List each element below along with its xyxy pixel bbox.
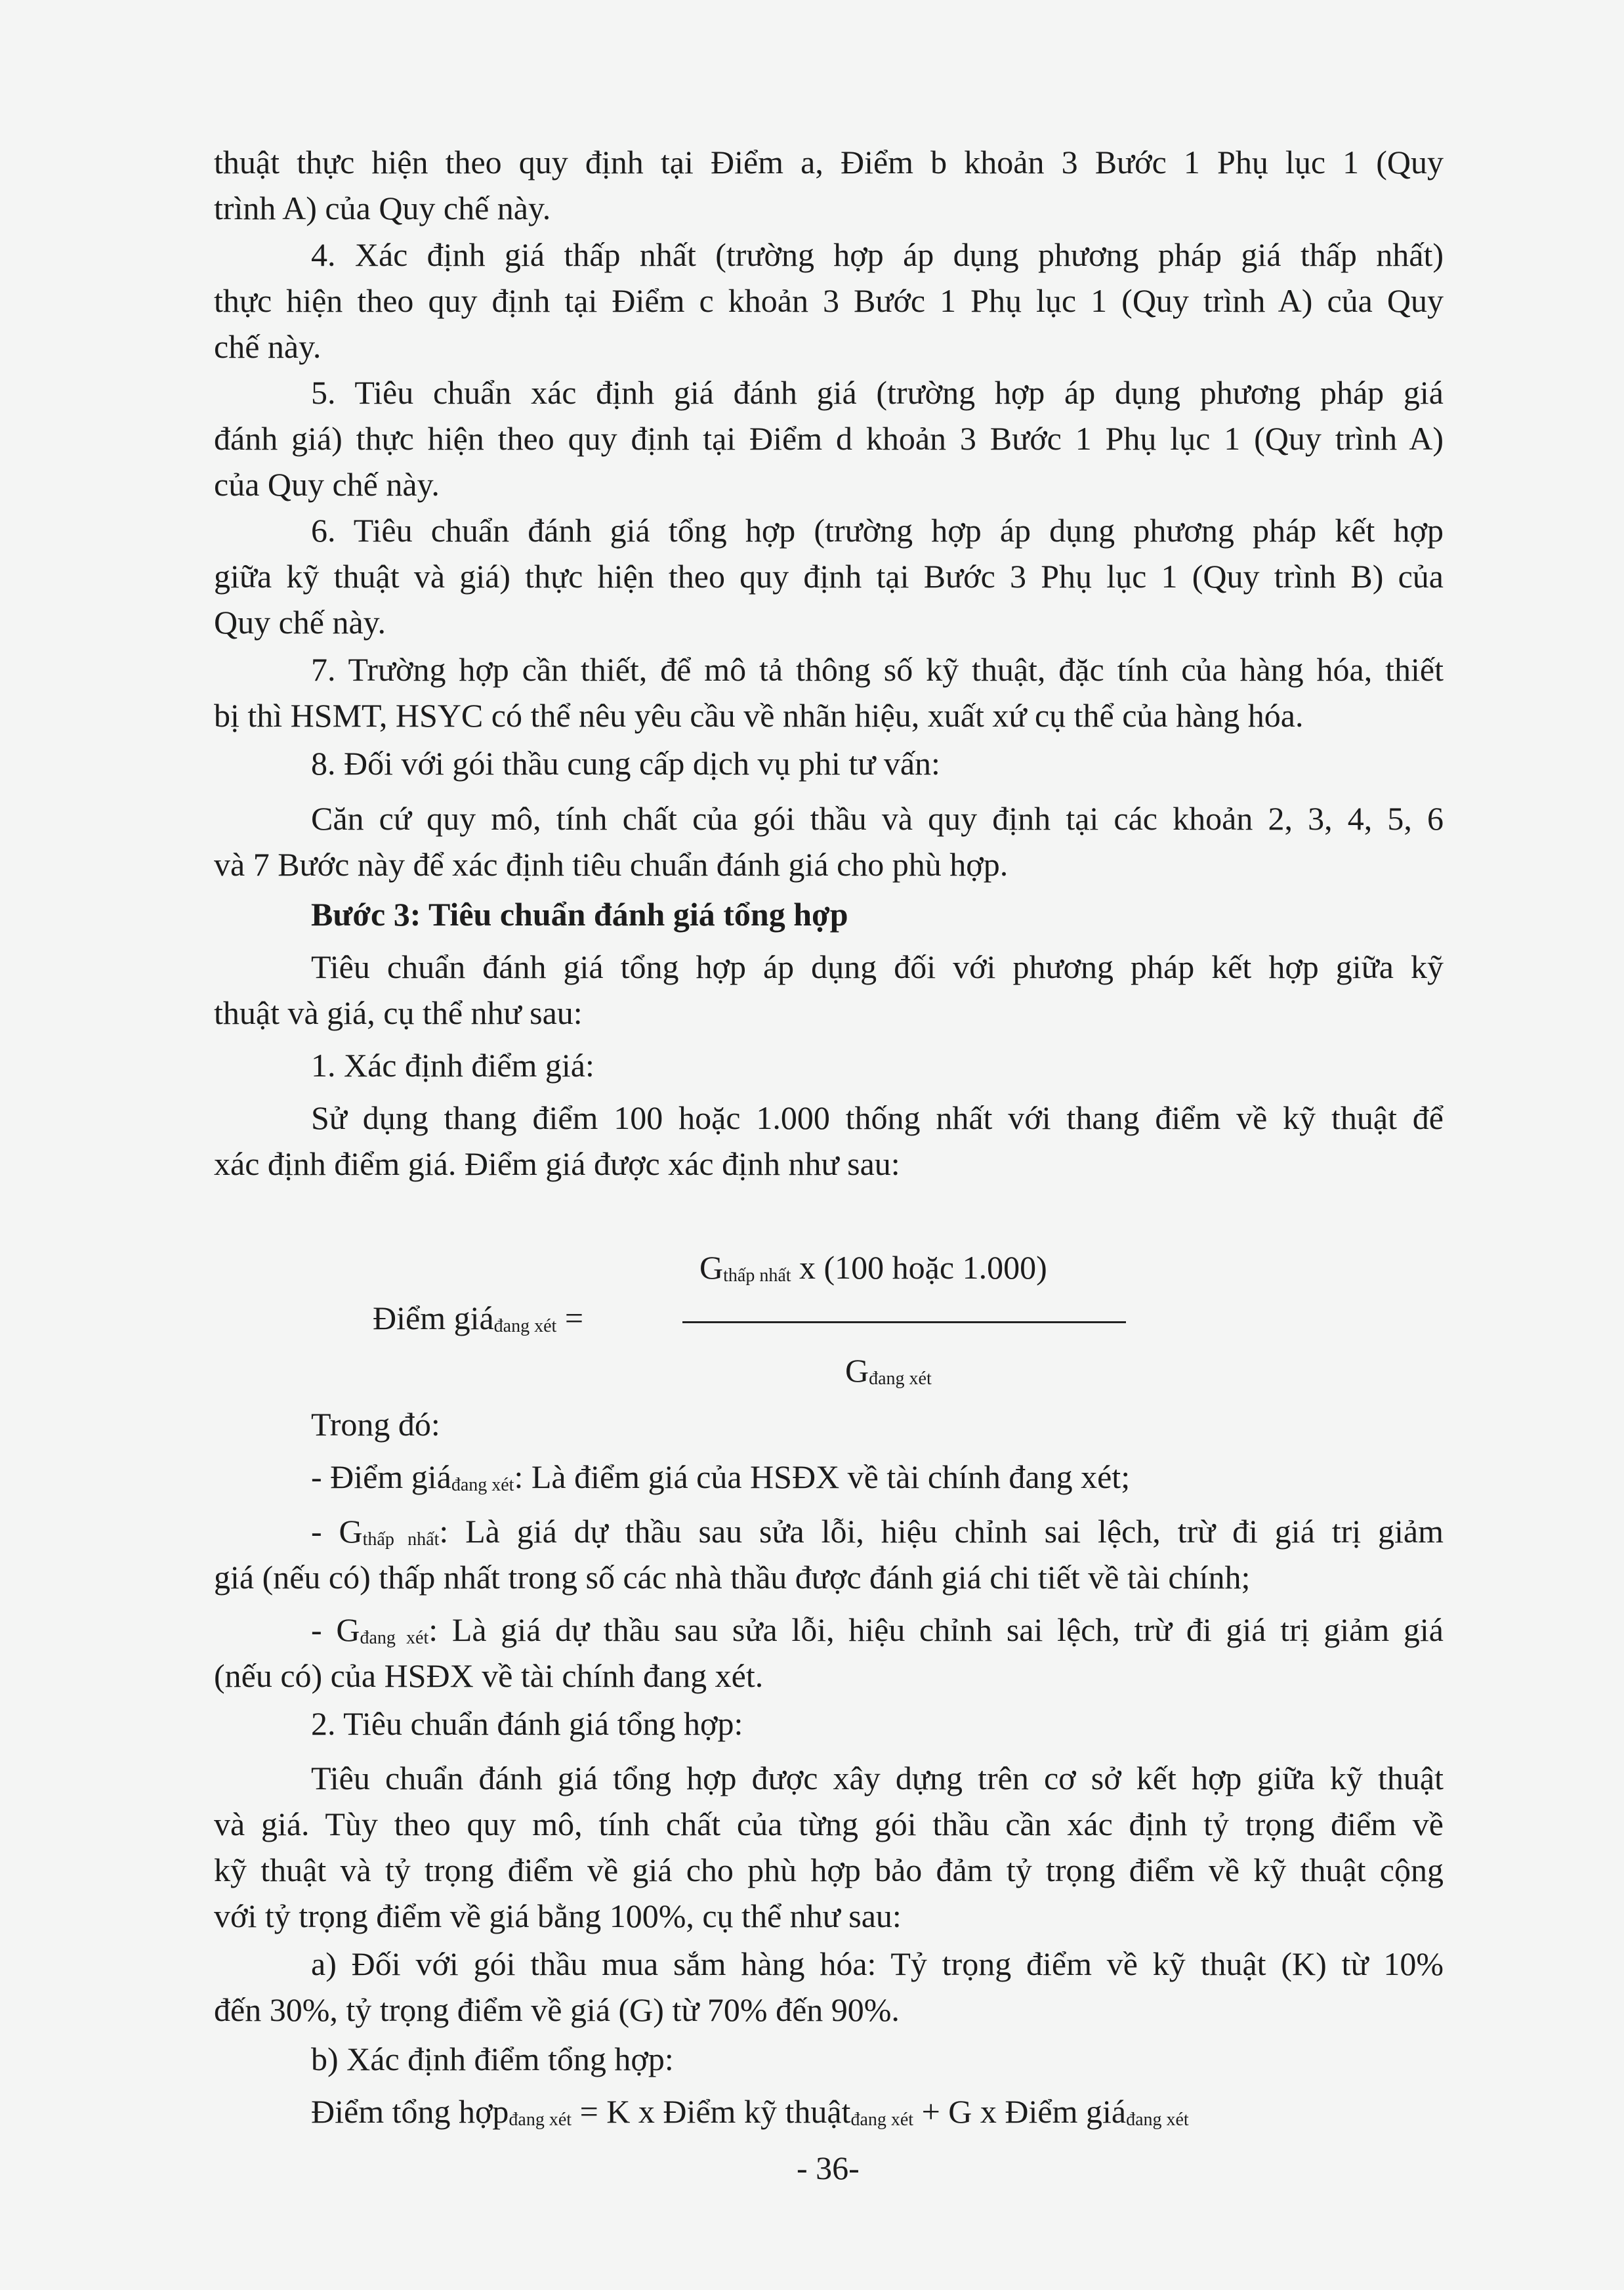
paragraph-line: đánh giá) thực hiện theo quy định tại Điểm d khoản 3 Bước 1 Phụ lục 1 (Quy trình A) [214, 420, 1444, 457]
paragraph-line: của Quy chế này. [214, 466, 440, 503]
paragraph-line: Quy chế này. [214, 604, 386, 641]
formula-numerator: Gthấp nhất x (100 hoặc 1.000) [699, 1249, 1047, 1286]
paragraph-line: Trong đó: [311, 1406, 440, 1443]
paragraph-line: 7. Trường hợp cần thiết, để mô tả thông số kỹ thuật, đặc tính của hàng hóa, thiết [311, 651, 1444, 688]
paragraph-line: xác định điểm giá. Điểm giá được xác định như sau: [214, 1145, 900, 1182]
paragraph-line: 8. Đối với gói thầu cung cấp dịch vụ phi tư vấn: [311, 745, 940, 782]
fraction-bar [682, 1321, 1126, 1323]
paragraph-line: Sử dụng thang điểm 100 hoặc 1.000 thống nhất với thang điểm về kỹ thuật để [311, 1099, 1444, 1136]
paragraph-line: 6. Tiêu chuẩn đánh giá tổng hợp (trường hợp áp dụng phương pháp kết hợp [311, 512, 1444, 549]
paragraph-line: và 7 Bước này để xác định tiêu chuẩn đánh giá cho phù hợp. [214, 846, 1009, 883]
paragraph-line: chế này. [214, 328, 322, 365]
paragraph-line: 4. Xác định giá thấp nhất (trường hợp áp dụng phương pháp giá thấp nhất) [311, 236, 1444, 273]
paragraph-line: giữa kỹ thuật và giá) thực hiện theo quy định tại Bước 3 Phụ lục 1 (Quy trình B) của [214, 558, 1444, 595]
paragraph-line: b) Xác định điểm tổng hợp: [311, 2041, 674, 2077]
paragraph-line: đến 30%, tỷ trọng điểm về giá (G) từ 70% đến 90%. [214, 1991, 900, 2028]
paragraph-line: a) Đối với gói thầu mua sắm hàng hóa: Tỷ trọng điểm về kỹ thuật (K) từ 10% [311, 1945, 1444, 1982]
paragraph-line: 2. Tiêu chuẩn đánh giá tổng hợp: [311, 1705, 743, 1742]
paragraph-line: Tiêu chuẩn đánh giá tổng hợp được xây dựng trên cơ sở kết hợp giữa kỹ thuật [311, 1760, 1444, 1796]
definition-line: - Gthấp nhất: Là giá dự thầu sau sửa lỗi, hiệu chỉnh sai lệch, trừ đi giá trị giảm [311, 1513, 1444, 1550]
definition-line: - Gđang xét: Là giá dự thầu sau sửa lỗi, hiệu chỉnh sai lệch, trừ đi giá trị giảm giá [311, 1611, 1444, 1648]
definition-line: (nếu có) của HSĐX về tài chính đang xét. [214, 1657, 764, 1694]
paragraph-line: thuật và giá, cụ thể như sau: [214, 994, 583, 1031]
paragraph-line: kỹ thuật và tỷ trọng điểm về giá cho phù hợp bảo đảm tỷ trọng điểm về kỹ thuật cộng [214, 1852, 1444, 1888]
paragraph-line: trình A) của Quy chế này. [214, 190, 551, 226]
formula-lhs: Điểm giáđang xét = [373, 1300, 584, 1336]
paragraph-line: thực hiện theo quy định tại Điểm c khoản 3 Bước 1 Phụ lục 1 (Quy trình A) của Quy [214, 282, 1444, 319]
paragraph-line: Tiêu chuẩn đánh giá tổng hợp áp dụng đối với phương pháp kết hợp giữa kỹ [311, 948, 1444, 985]
paragraph-line: thuật thực hiện theo quy định tại Điểm a, Điểm b khoản 3 Bước 1 Phụ lục 1 (Quy [214, 144, 1444, 180]
page-number: - 36- [797, 2150, 860, 2186]
paragraph-line: bị thì HSMT, HSYC có thể nêu yêu cầu về nhãn hiệu, xuất xứ cụ thể của hàng hóa. [214, 697, 1304, 734]
definition-line: - Điểm giáđang xét: Là điểm giá của HSĐX về tài chính đang xét; [311, 1458, 1131, 1495]
paragraph-line: và giá. Tùy theo quy mô, tính chất của từng gói thầu cần xác định tỷ trọng điểm về [214, 1806, 1444, 1842]
formula-denominator: Gđang xét [845, 1352, 932, 1389]
definition-line: giá (nếu có) thấp nhất trong số các nhà thầu được đánh giá chi tiết về tài chính; [214, 1559, 1251, 1596]
paragraph-line: Căn cứ quy mô, tính chất của gói thầu và quy định tại các khoản 2, 3, 4, 5, 6 [311, 800, 1444, 837]
formula-total-score: Điểm tổng hợpđang xét = K x Điểm kỹ thuậtđang xét + G x Điểm giáđang xét [311, 2093, 1189, 2130]
paragraph-line: 1. Xác định điểm giá: [311, 1047, 594, 1084]
paragraph-line: 5. Tiêu chuẩn xác định giá đánh giá (trường hợp áp dụng phương pháp giá [311, 374, 1444, 411]
paragraph-line: với tỷ trọng điểm về giá bằng 100%, cụ thể như sau: [214, 1898, 902, 1934]
section-heading: Bước 3: Tiêu chuẩn đánh giá tổng hợp [311, 896, 848, 933]
